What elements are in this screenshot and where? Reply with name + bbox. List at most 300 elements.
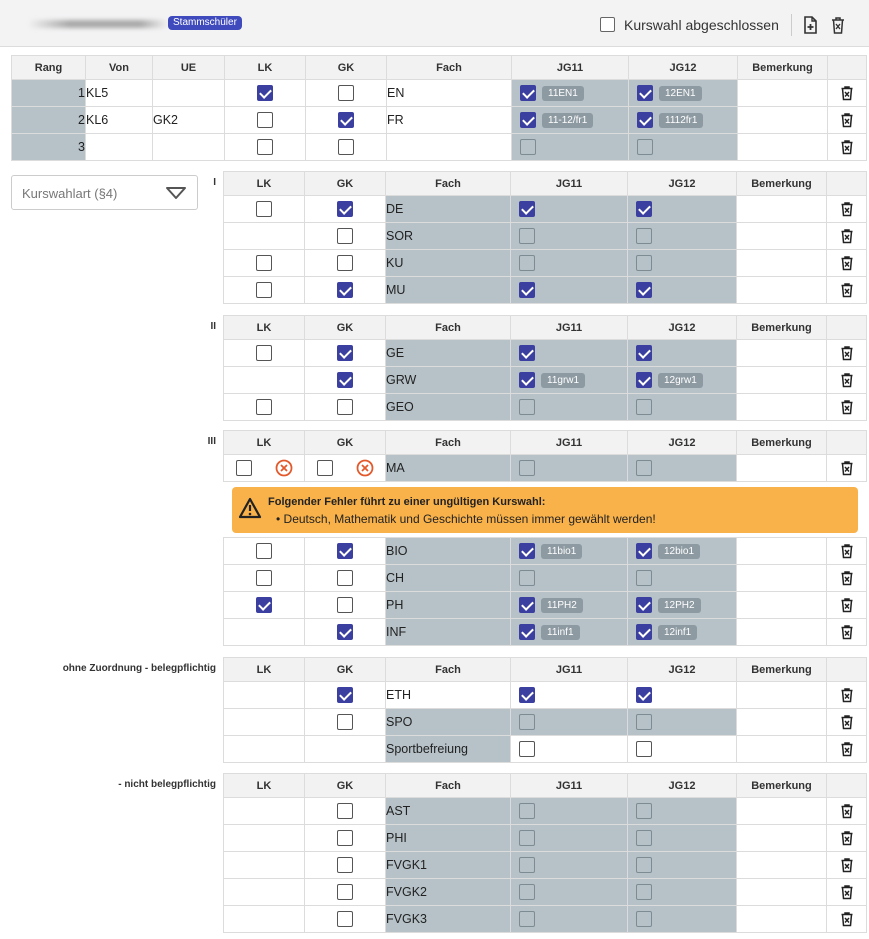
gk-checkbox[interactable] [337, 228, 353, 244]
jg12-cell-checkbox[interactable] [636, 372, 652, 388]
delete-row-icon[interactable] [839, 714, 855, 730]
gk-checkbox[interactable] [337, 714, 353, 730]
bemerkung-cell[interactable] [737, 736, 827, 763]
jg12-cell [629, 134, 738, 161]
column-header: Fach [386, 774, 511, 798]
jg11-cell-content [511, 255, 627, 271]
jg11-cell-checkbox[interactable] [520, 112, 536, 128]
column-header: UE [153, 56, 225, 80]
jg12-cell-content [628, 255, 736, 271]
jg12-cell [628, 798, 737, 825]
delete-row-icon[interactable] [839, 830, 855, 846]
fach-cell: GE [386, 340, 511, 367]
rang-cell: 2 [12, 107, 86, 134]
jg11-cell [511, 565, 628, 592]
delete-row-icon[interactable] [839, 570, 855, 586]
delete-cell [827, 455, 867, 482]
table-row [224, 538, 867, 565]
lk-checkbox[interactable] [256, 399, 272, 415]
column-header: GK [305, 774, 386, 798]
jg12-cell-checkbox[interactable] [637, 139, 653, 155]
gk-checkbox[interactable] [338, 85, 354, 101]
group-table [223, 657, 867, 763]
column-header: JG12 [629, 56, 738, 80]
delete-cell [827, 906, 867, 933]
delete-row-icon[interactable] [839, 884, 855, 900]
bemerkung-cell[interactable] [737, 852, 827, 879]
column-header: Bemerkung [737, 172, 827, 196]
jg12-cell-checkbox[interactable] [636, 687, 652, 703]
gk-cell [306, 134, 387, 161]
gk-cell [306, 107, 387, 134]
gk-checkbox[interactable] [337, 687, 353, 703]
bemerkung-cell[interactable] [737, 250, 827, 277]
column-header: Rang [12, 56, 86, 80]
gk-checkbox[interactable] [337, 803, 353, 819]
jg12-cell-checkbox[interactable] [636, 228, 652, 244]
bemerkung-cell[interactable] [737, 798, 827, 825]
gk-checkbox[interactable] [337, 830, 353, 846]
lk-cell [224, 709, 305, 736]
jg12-cell-checkbox[interactable] [636, 830, 652, 846]
table-header-row [224, 431, 867, 455]
jg11-cell-content [512, 85, 628, 101]
jg11-cell-checkbox[interactable] [519, 460, 535, 476]
delete-cell [827, 736, 867, 763]
jg12-cell-content [628, 803, 736, 819]
delete-row-icon[interactable] [839, 228, 855, 244]
jg11-cell-content [511, 597, 627, 613]
jg11-cell [511, 879, 628, 906]
lk-checkbox[interactable] [236, 460, 252, 476]
column-header: JG12 [628, 316, 737, 340]
jg12-cell [628, 825, 737, 852]
kurs-chip: 12inf1 [658, 625, 697, 640]
lk-checkbox[interactable] [256, 570, 272, 586]
bemerkung-cell[interactable] [737, 223, 827, 250]
jg11-cell [511, 619, 628, 646]
bemerkung-cell[interactable] [737, 619, 827, 646]
warning-box [232, 487, 858, 533]
bemerkung-cell[interactable] [737, 277, 827, 304]
jg12-cell-checkbox[interactable] [636, 741, 652, 757]
table-row [12, 80, 867, 107]
jg12-cell-checkbox[interactable] [636, 803, 652, 819]
gk-checkbox[interactable] [337, 543, 353, 559]
jg11-cell [512, 80, 629, 107]
add-document-icon[interactable] [800, 15, 820, 35]
jg11-cell [511, 682, 628, 709]
gk-cell [305, 879, 386, 906]
bemerkung-cell[interactable] [738, 80, 828, 107]
jg11-cell [511, 592, 628, 619]
bemerkung-cell[interactable] [737, 340, 827, 367]
table-row [224, 852, 867, 879]
gk-checkbox[interactable] [337, 624, 353, 640]
table-row [224, 223, 867, 250]
delete-cell [827, 852, 867, 879]
bemerkung-cell[interactable] [737, 879, 827, 906]
gk-checkbox[interactable] [337, 255, 353, 271]
gk-error-wrap [305, 459, 385, 477]
delete-row-icon[interactable] [839, 282, 855, 298]
jg12-cell-content [628, 714, 736, 730]
gk-checkbox[interactable] [338, 139, 354, 155]
column-header: Bemerkung [737, 658, 827, 682]
jg11-cell-content [511, 624, 627, 640]
jg12-cell-checkbox[interactable] [636, 714, 652, 730]
gk-checkbox[interactable] [337, 597, 353, 613]
delete-row-icon[interactable] [839, 543, 855, 559]
column-header-empty [827, 316, 867, 340]
gk-cell [305, 825, 386, 852]
jg12-cell-checkbox[interactable] [636, 543, 652, 559]
jg12-cell [628, 682, 737, 709]
warning-triangle-icon [238, 497, 262, 519]
delete-row-icon[interactable] [839, 911, 855, 927]
jg11-cell-checkbox[interactable] [519, 345, 535, 361]
table-row [224, 825, 867, 852]
group-table [223, 773, 867, 933]
jg11-cell-checkbox[interactable] [519, 228, 535, 244]
gk-checkbox[interactable] [337, 345, 353, 361]
gk-checkbox[interactable] [337, 399, 353, 415]
triangle-down-icon [165, 186, 187, 200]
delete-row-icon[interactable] [839, 139, 855, 155]
fach-cell: GRW [386, 367, 511, 394]
column-header: JG12 [628, 431, 737, 455]
lk-cell [224, 906, 305, 933]
fach-cell: Sportbefreiung [386, 736, 511, 763]
table-row [224, 736, 867, 763]
gk-cell [305, 736, 386, 763]
jg12-cell-checkbox[interactable] [636, 884, 652, 900]
jg12-cell-content [628, 911, 736, 927]
jg11-cell-checkbox[interactable] [519, 624, 535, 640]
jg12-cell-checkbox[interactable] [636, 201, 652, 217]
jg11-cell-checkbox[interactable] [520, 139, 536, 155]
jg12-cell-checkbox[interactable] [636, 597, 652, 613]
gk-cell [305, 538, 386, 565]
jg11-cell-checkbox[interactable] [519, 543, 535, 559]
fach-cell: FVGK3 [386, 906, 511, 933]
fach-cell: FVGK2 [386, 879, 511, 906]
jg12-cell-content [629, 85, 737, 101]
bemerkung-cell[interactable] [737, 538, 827, 565]
jg11-cell-checkbox[interactable] [519, 803, 535, 819]
jg12-cell [628, 709, 737, 736]
jg11-cell-checkbox[interactable] [519, 857, 535, 873]
jg12-cell [628, 277, 737, 304]
ue-cell [153, 134, 225, 161]
gk-cell [305, 367, 386, 394]
table-header-row [12, 56, 867, 80]
jg11-cell-checkbox[interactable] [520, 85, 536, 101]
bemerkung-cell[interactable] [737, 592, 827, 619]
column-header: GK [305, 431, 386, 455]
column-header: Bemerkung [737, 774, 827, 798]
lk-cell [224, 798, 305, 825]
header-bar [0, 0, 869, 47]
jg11-cell-checkbox[interactable] [519, 201, 535, 217]
jg12-cell-checkbox[interactable] [636, 282, 652, 298]
jg12-cell [628, 340, 737, 367]
bemerkung-cell[interactable] [737, 367, 827, 394]
delete-cell [827, 223, 867, 250]
gk-checkbox[interactable] [337, 884, 353, 900]
kurs-chip: 11EN1 [542, 86, 584, 101]
kurs-chip: 12EN1 [659, 86, 702, 101]
bemerkung-cell[interactable] [737, 906, 827, 933]
jg11-cell-checkbox[interactable] [519, 372, 535, 388]
delete-row-icon[interactable] [839, 803, 855, 819]
bemerkung-cell[interactable] [737, 455, 827, 482]
lk-cell [225, 134, 306, 161]
jg12-cell [628, 736, 737, 763]
jg12-cell-content [628, 857, 736, 873]
jg11-cell-content [511, 201, 627, 217]
bemerkung-cell[interactable] [737, 682, 827, 709]
delete-cell [827, 825, 867, 852]
jg12-cell-checkbox[interactable] [636, 255, 652, 271]
delete-cell [827, 196, 867, 223]
von-cell: KL5 [86, 80, 153, 107]
jg11-cell [511, 394, 628, 421]
table-row [224, 340, 867, 367]
jg12-cell [628, 565, 737, 592]
jg11-cell [511, 825, 628, 852]
bemerkung-cell[interactable] [737, 709, 827, 736]
column-header-empty [827, 774, 867, 798]
lk-cell [224, 852, 305, 879]
header-divider [791, 14, 792, 36]
fach-cell: AST [386, 798, 511, 825]
bemerkung-cell[interactable] [738, 134, 828, 161]
gk-checkbox[interactable] [337, 857, 353, 873]
delete-row-icon[interactable] [839, 857, 855, 873]
gk-cell [305, 682, 386, 709]
jg11-cell [512, 134, 629, 161]
table-row [224, 619, 867, 646]
lk-cell [224, 223, 305, 250]
delete-cell [827, 565, 867, 592]
jg11-cell-checkbox[interactable] [519, 714, 535, 730]
delete-cell [827, 394, 867, 421]
column-header: Fach [387, 56, 512, 80]
jg11-cell-checkbox[interactable] [519, 282, 535, 298]
jg11-cell-checkbox[interactable] [519, 597, 535, 613]
lk-checkbox[interactable] [256, 597, 272, 613]
jg12-cell-content [628, 687, 736, 703]
column-header-empty [827, 431, 867, 455]
jg12-cell [628, 538, 737, 565]
lk-cell [224, 879, 305, 906]
column-header: Bemerkung [737, 431, 827, 455]
table-row [224, 798, 867, 825]
fach-cell: SOR [386, 223, 511, 250]
column-header: GK [305, 316, 386, 340]
fach-cell: GEO [386, 394, 511, 421]
jg11-cell-checkbox[interactable] [519, 687, 535, 703]
delete-row-icon[interactable] [839, 85, 855, 101]
delete-row-icon[interactable] [839, 345, 855, 361]
jg12-cell-checkbox[interactable] [636, 570, 652, 586]
group-label: II [210, 321, 216, 332]
jg12-cell-checkbox[interactable] [636, 911, 652, 927]
lk-checkbox[interactable] [257, 112, 273, 128]
kurswahl-abgeschlossen-checkbox[interactable] [600, 17, 615, 32]
column-header: JG12 [628, 172, 737, 196]
gk-checkbox[interactable] [337, 282, 353, 298]
gk-cell [305, 250, 386, 277]
jg12-cell-checkbox[interactable] [637, 112, 653, 128]
jg11-cell [511, 277, 628, 304]
delete-cell [827, 709, 867, 736]
jg12-cell-content [628, 830, 736, 846]
jg12-cell-checkbox[interactable] [636, 460, 652, 476]
lk-checkbox[interactable] [257, 139, 273, 155]
jg11-cell-checkbox[interactable] [519, 884, 535, 900]
jg11-cell-checkbox[interactable] [519, 830, 535, 846]
gk-checkbox[interactable] [337, 201, 353, 217]
column-header: JG12 [628, 774, 737, 798]
table-header-row [224, 658, 867, 682]
group-label: III [207, 436, 216, 447]
gk-checkbox[interactable] [337, 372, 353, 388]
bemerkung-cell[interactable] [737, 394, 827, 421]
gk-cell [305, 709, 386, 736]
jg12-cell-content [628, 543, 736, 559]
bemerkung-cell[interactable] [737, 196, 827, 223]
delete-row-icon[interactable] [839, 255, 855, 271]
jg11-cell [511, 906, 628, 933]
jg11-cell [511, 223, 628, 250]
jg12-cell-checkbox[interactable] [636, 624, 652, 640]
gk-cell [305, 592, 386, 619]
jg12-cell-content [628, 884, 736, 900]
jg11-cell-checkbox[interactable] [519, 911, 535, 927]
lk-checkbox[interactable] [256, 345, 272, 361]
jg11-cell-content [511, 460, 627, 476]
error-circle-icon [356, 459, 374, 477]
lk-cell [224, 250, 305, 277]
jg11-cell-checkbox[interactable] [519, 255, 535, 271]
lk-checkbox[interactable] [256, 282, 272, 298]
fach-cell: FVGK1 [386, 852, 511, 879]
gk-cell [305, 277, 386, 304]
kurs-chip: 11bio1 [541, 544, 582, 559]
jg11-cell-content [511, 282, 627, 298]
bemerkung-cell[interactable] [737, 565, 827, 592]
table-row [224, 592, 867, 619]
jg12-cell [628, 592, 737, 619]
sprachen-table [11, 55, 867, 161]
column-header: Fach [386, 316, 511, 340]
gk-checkbox[interactable] [337, 911, 353, 927]
lk-checkbox[interactable] [256, 255, 272, 271]
table-row [224, 906, 867, 933]
group-table [223, 315, 867, 421]
lk-checkbox[interactable] [256, 543, 272, 559]
jg11-cell-checkbox[interactable] [519, 741, 535, 757]
jg11-cell-content [511, 372, 627, 388]
jg11-cell [511, 455, 628, 482]
fach-cell: PHI [386, 825, 511, 852]
column-header-empty [828, 56, 867, 80]
jg11-cell-content [511, 911, 627, 927]
jg12-cell-checkbox[interactable] [636, 857, 652, 873]
delete-row-icon[interactable] [839, 624, 855, 640]
delete-row-icon[interactable] [839, 597, 855, 613]
group-table [223, 430, 867, 646]
jg11-cell-checkbox[interactable] [519, 570, 535, 586]
jg11-cell [512, 107, 629, 134]
status-badge: Stammschüler [168, 16, 242, 30]
jg11-cell-checkbox[interactable] [519, 399, 535, 415]
group-table [223, 171, 867, 304]
lk-checkbox[interactable] [257, 85, 273, 101]
jg11-cell-content [512, 139, 628, 155]
bemerkung-cell[interactable] [738, 107, 828, 134]
column-header: LK [224, 172, 305, 196]
delete-cell [828, 134, 867, 161]
fach-cell: DE [386, 196, 511, 223]
jg11-cell [511, 852, 628, 879]
delete-row-icon[interactable] [839, 372, 855, 388]
delete-cell [828, 80, 867, 107]
kurs-chip: 11inf1 [541, 625, 580, 640]
delete-row-icon[interactable] [839, 460, 855, 476]
bemerkung-cell[interactable] [737, 825, 827, 852]
delete-row-icon[interactable] [839, 399, 855, 415]
lk-checkbox[interactable] [256, 201, 272, 217]
jg11-cell-content [511, 803, 627, 819]
lk-cell [225, 80, 306, 107]
column-header: Bemerkung [737, 316, 827, 340]
delete-cell [827, 277, 867, 304]
jg11-cell-content [511, 741, 627, 757]
jg11-cell-content [511, 570, 627, 586]
lk-cell [224, 196, 305, 223]
column-header: JG11 [511, 658, 628, 682]
column-header: GK [305, 658, 386, 682]
delete-row-icon[interactable] [839, 112, 855, 128]
delete-cell [827, 367, 867, 394]
jg12-cell-checkbox[interactable] [636, 399, 652, 415]
column-header: Von [86, 56, 153, 80]
jg12-cell [628, 879, 737, 906]
jg11-cell [511, 709, 628, 736]
jg12-cell-content [628, 624, 736, 640]
von-cell [86, 134, 153, 161]
warning-title: Folgender Fehler führt zu einer ungültigen Kurswahl: [268, 496, 546, 508]
table-row [224, 682, 867, 709]
jg11-cell-content [511, 857, 627, 873]
gk-checkbox[interactable] [338, 112, 354, 128]
gk-checkbox[interactable] [337, 570, 353, 586]
ue-cell [153, 80, 225, 107]
error-circle-icon [275, 459, 293, 477]
lk-cell [224, 394, 305, 421]
column-header: LK [224, 316, 305, 340]
jg12-cell-checkbox[interactable] [636, 345, 652, 361]
jg12-cell-checkbox[interactable] [637, 85, 653, 101]
delete-row-icon[interactable] [839, 687, 855, 703]
delete-row-icon[interactable] [839, 201, 855, 217]
gk-checkbox[interactable] [317, 460, 333, 476]
delete-row-icon[interactable] [839, 741, 855, 757]
delete-icon[interactable] [828, 15, 848, 35]
